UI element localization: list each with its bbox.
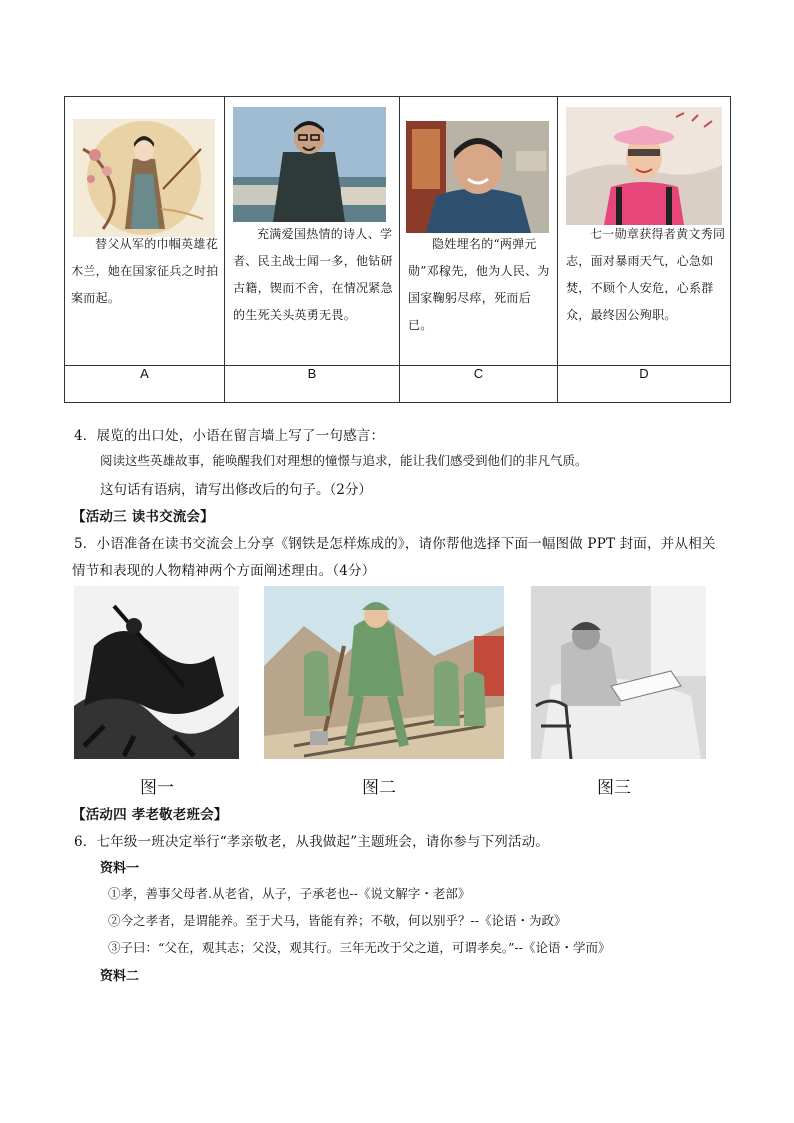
question-6-prompt: 6．七年级一班决定举行“孝亲敬老，从我做起”主题班会，请你参与下列活动。	[74, 834, 550, 850]
material-1-title: 资料一	[100, 861, 140, 876]
figure-3-label: 图三	[597, 778, 631, 798]
hero-cell-a	[65, 97, 225, 366]
question-4-quote: 阅读这些英雄故事，能唤醒我们对理想的憧憬与追求，能让我们感受到他们的非凡气质。	[100, 453, 588, 468]
hero-caption-c: 隐姓埋名的“两弹元勋”邓稼先，他为人民、为国家鞠躬尽瘁，死而后已。	[408, 237, 550, 332]
material-1-item-2: ②今之孝者，是谓能养。至于犬马，皆能有养；不敬，何以别乎？--《论语・为政》	[108, 913, 567, 928]
question-5-line-1: 5．小语准备在读书交流会上分享《钢铁是怎样炼成的》，请你帮他选择下面一幅图做 PPT 封面，并从相关	[74, 536, 716, 552]
activity-3-heading: 【活动三 读书交流会】	[72, 509, 214, 525]
option-label-d: D	[558, 366, 731, 403]
figure-1-image	[74, 586, 239, 759]
hero-caption-a: 替父从军的巾帼英雄花木兰，她在国家征兵之时拍案而起。	[71, 237, 219, 305]
figure-3-image	[531, 586, 706, 759]
hero-caption-b: 充满爱国热情的诗人、学者、民主战士闻一多，他钻研古籍，锲而不舍，在情况紧急的生死关头英勇无畏。	[233, 227, 393, 322]
material-2-title: 资料二	[100, 969, 140, 984]
hero-cell-d	[558, 97, 731, 366]
hero-cell-b	[225, 97, 400, 366]
figure-1-label: 图一	[140, 778, 174, 798]
option-label-a: A	[65, 366, 225, 403]
huang-wenxiu-photo	[566, 107, 722, 225]
figure-2-image	[264, 586, 504, 759]
option-label-c: C	[400, 366, 558, 403]
option-label-b: B	[225, 366, 400, 403]
hero-caption-d: 七一勋章获得者黄文秀同志，面对暴雨天气，心急如焚，不顾个人安危，心系群众，最终因公殉职。	[566, 227, 726, 322]
question-4-task: 这句话有语病，请写出修改后的句子。（2分）	[100, 482, 372, 498]
material-1-item-3: ③子曰：“父在，观其志；父没，观其行。三年无改于父之道，可谓孝矣。”--《论语・学而》	[108, 940, 611, 955]
question-4-prompt: 4．展览的出口处，小语在留言墙上写了一句感言：	[74, 428, 385, 444]
heroes-table	[64, 96, 731, 403]
hua-mulan-illustration	[73, 119, 215, 237]
material-1-item-1: ①孝，善事父母者.从老省，从子，子承老也--《说文解字・老部》	[108, 886, 471, 901]
hero-cell-c	[400, 97, 558, 366]
activity-4-heading: 【活动四 孝老敬老班会】	[72, 807, 228, 823]
question-5-line-2: 情节和表现的人物精神两个方面阐述理由。（4分）	[72, 563, 376, 579]
figure-2-label: 图二	[362, 778, 396, 798]
wen-yiduo-portrait	[233, 107, 386, 222]
deng-jiaxian-photo	[406, 121, 549, 233]
